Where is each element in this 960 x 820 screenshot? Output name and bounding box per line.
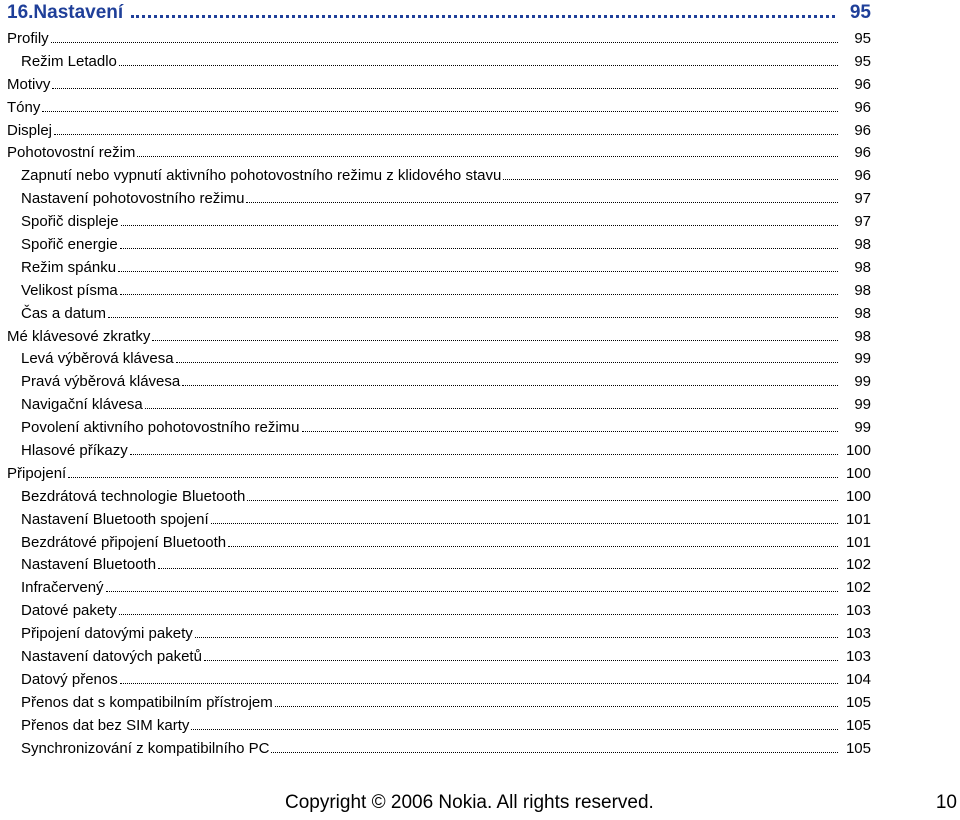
- dot-leader: [247, 500, 838, 501]
- dot-leader: [158, 568, 838, 569]
- toc-entry[interactable]: [7, 303, 871, 326]
- toc-entry-label: Režim spánku: [21, 258, 117, 276]
- toc-entry-label: Povolení aktivního pohotovostního režimu: [21, 419, 300, 437]
- toc-entry-label: Displej: [7, 121, 53, 139]
- page-footer: [0, 792, 960, 816]
- toc-entry[interactable]: [7, 142, 871, 165]
- toc-entry-label: Navigační klávesa: [21, 396, 143, 414]
- toc-heading[interactable]: [7, 2, 871, 28]
- dot-leader: [106, 591, 838, 592]
- dot-leader: [42, 111, 838, 112]
- toc-entry-label: Připojení: [7, 464, 67, 482]
- toc-entry-page: 105: [845, 716, 871, 734]
- dot-leader: [54, 134, 838, 135]
- toc-entry-page: 105: [845, 693, 871, 711]
- toc-entry[interactable]: [7, 509, 871, 532]
- toc-entry-label: Spořič energie: [21, 236, 118, 254]
- toc-entry-page: 95: [854, 30, 871, 47]
- dot-leader: [120, 683, 838, 684]
- toc-entry-label: Nastavení pohotovostního režimu: [21, 190, 245, 208]
- dot-leader: [68, 477, 838, 478]
- toc-heading-page: 95: [849, 2, 871, 23]
- dot-leader: [176, 362, 838, 363]
- toc-entry-page: 101: [845, 533, 871, 551]
- toc-entry-page: 100: [845, 442, 871, 460]
- dot-leader: [302, 431, 838, 432]
- toc-entry[interactable]: [7, 646, 871, 669]
- toc-entry-page: 95: [854, 52, 871, 70]
- dot-leader: [108, 317, 838, 318]
- toc-entry-label: Zapnutí nebo vypnutí aktivního pohotovostního režimu z klidového stavu: [21, 167, 502, 185]
- toc-entry-label: Motivy: [7, 75, 51, 93]
- toc-entry-page: 98: [854, 236, 871, 254]
- toc-entry-page: 97: [854, 190, 871, 208]
- toc-entry-label: Synchronizování z kompatibilního PC: [21, 739, 270, 757]
- toc-entry-label: Velikost písma: [21, 281, 118, 299]
- toc-entry-page: 103: [845, 648, 871, 666]
- dot-leader: [120, 248, 838, 249]
- toc-entry-page: 103: [845, 625, 871, 643]
- toc-entries: [7, 28, 871, 761]
- dot-leader: [182, 385, 838, 386]
- toc-entry[interactable]: [7, 623, 871, 646]
- dot-leader: [119, 65, 838, 66]
- toc-entry-page: 96: [854, 167, 871, 185]
- copyright-text: Copyright © 2006 Nokia. All rights reserved.: [285, 792, 654, 813]
- toc-entry[interactable]: [7, 257, 871, 280]
- toc-entry-page: 96: [854, 98, 871, 116]
- toc-entry[interactable]: [7, 348, 871, 371]
- dot-leader: [503, 179, 838, 180]
- table-of-contents: [7, 2, 871, 761]
- toc-entry[interactable]: [7, 120, 871, 143]
- toc-entry-page: 98: [854, 281, 871, 299]
- toc-entry[interactable]: [7, 371, 871, 394]
- toc-entry-page: 102: [845, 556, 871, 574]
- toc-entry[interactable]: [7, 532, 871, 555]
- toc-entry-page: 105: [845, 739, 871, 757]
- toc-entry-page: 101: [845, 510, 871, 528]
- toc-entry-label: Pravá výběrová klávesa: [21, 373, 181, 391]
- toc-entry[interactable]: [7, 51, 871, 74]
- dot-leader: [51, 42, 838, 43]
- dot-leader: [131, 15, 835, 18]
- toc-entry-page: 102: [845, 579, 871, 597]
- dot-leader: [118, 271, 838, 272]
- toc-entry[interactable]: [7, 394, 871, 417]
- dot-leader: [121, 225, 838, 226]
- toc-entry-label: Spořič displeje: [21, 213, 119, 231]
- toc-entry-page: 97: [854, 213, 871, 231]
- toc-entry-label: Profily: [7, 30, 49, 47]
- toc-entry[interactable]: [7, 165, 871, 188]
- dot-leader: [145, 408, 838, 409]
- toc-entry[interactable]: [7, 417, 871, 440]
- toc-entry-label: Bezdrátové připojení Bluetooth: [21, 533, 227, 551]
- toc-entry-label: Nastavení Bluetooth: [21, 556, 157, 574]
- toc-entry[interactable]: [7, 234, 871, 257]
- dot-leader: [137, 156, 838, 157]
- toc-entry-label: Přenos dat bez SIM karty: [21, 716, 190, 734]
- toc-entry[interactable]: [7, 74, 871, 97]
- toc-entry[interactable]: [7, 715, 871, 738]
- toc-entry-page: 99: [854, 373, 871, 391]
- toc-entry[interactable]: [7, 440, 871, 463]
- toc-entry[interactable]: [7, 600, 871, 623]
- toc-entry-page: 100: [845, 464, 871, 482]
- dot-leader: [246, 202, 838, 203]
- toc-entry-page: 98: [854, 304, 871, 322]
- toc-heading-label: 16.Nastavení: [7, 2, 124, 23]
- toc-entry[interactable]: [7, 669, 871, 692]
- dot-leader: [195, 637, 838, 638]
- toc-entry[interactable]: [7, 28, 871, 51]
- toc-entry[interactable]: [7, 326, 871, 349]
- toc-entry-label: Levá výběrová klávesa: [21, 350, 174, 368]
- toc-entry-label: Mé klávesové zkratky: [7, 327, 151, 345]
- dot-leader: [228, 546, 838, 547]
- toc-entry-page: 103: [845, 602, 871, 620]
- toc-entry-label: Režim Letadlo: [21, 52, 117, 70]
- toc-entry[interactable]: [7, 577, 871, 600]
- toc-entry-label: Hlasové příkazy: [21, 442, 128, 460]
- toc-entry-page: 98: [854, 327, 871, 345]
- dot-leader: [119, 614, 838, 615]
- toc-entry[interactable]: [7, 188, 871, 211]
- toc-entry-label: Infračervený: [21, 579, 104, 597]
- toc-entry-page: 96: [854, 75, 871, 93]
- toc-entry-page: 99: [854, 396, 871, 414]
- dot-leader: [275, 706, 838, 707]
- toc-entry-label: Nastavení datových paketů: [21, 648, 202, 666]
- toc-entry-label: Pohotovostní režim: [7, 144, 136, 162]
- toc-entry[interactable]: [7, 97, 871, 120]
- toc-entry[interactable]: [7, 463, 871, 486]
- dot-leader: [120, 294, 838, 295]
- dot-leader: [271, 752, 838, 753]
- dot-leader: [191, 729, 838, 730]
- dot-leader: [152, 340, 838, 341]
- dot-leader: [211, 523, 838, 524]
- toc-entry-label: Bezdrátová technologie Bluetooth: [21, 487, 246, 505]
- toc-entry[interactable]: [7, 211, 871, 234]
- toc-entry[interactable]: [7, 280, 871, 303]
- toc-entry[interactable]: [7, 738, 871, 761]
- toc-entry[interactable]: [7, 692, 871, 715]
- toc-entry-label: Připojení datovými pakety: [21, 625, 193, 643]
- toc-entry-label: Čas a datum: [21, 304, 107, 322]
- toc-entry-page: 99: [854, 419, 871, 437]
- toc-entry[interactable]: [7, 486, 871, 509]
- dot-leader: [130, 454, 838, 455]
- toc-entry-page: 96: [854, 121, 871, 139]
- dot-leader: [204, 660, 838, 661]
- toc-entry-page: 96: [854, 144, 871, 162]
- toc-entry-page: 98: [854, 258, 871, 276]
- toc-entry-page: 99: [854, 350, 871, 368]
- toc-entry[interactable]: [7, 554, 871, 577]
- toc-entry-label: Datový přenos: [21, 670, 118, 688]
- toc-entry-label: Datové pakety: [21, 602, 117, 620]
- toc-entry-page: 100: [845, 487, 871, 505]
- dot-leader: [52, 88, 838, 89]
- toc-entry-page: 104: [845, 670, 871, 688]
- toc-entry-label: Nastavení Bluetooth spojení: [21, 510, 209, 528]
- toc-entry-label: Přenos dat s kompatibilním přístrojem: [21, 693, 273, 711]
- page-number: 10: [935, 792, 957, 813]
- toc-entry-label: Tóny: [7, 98, 41, 116]
